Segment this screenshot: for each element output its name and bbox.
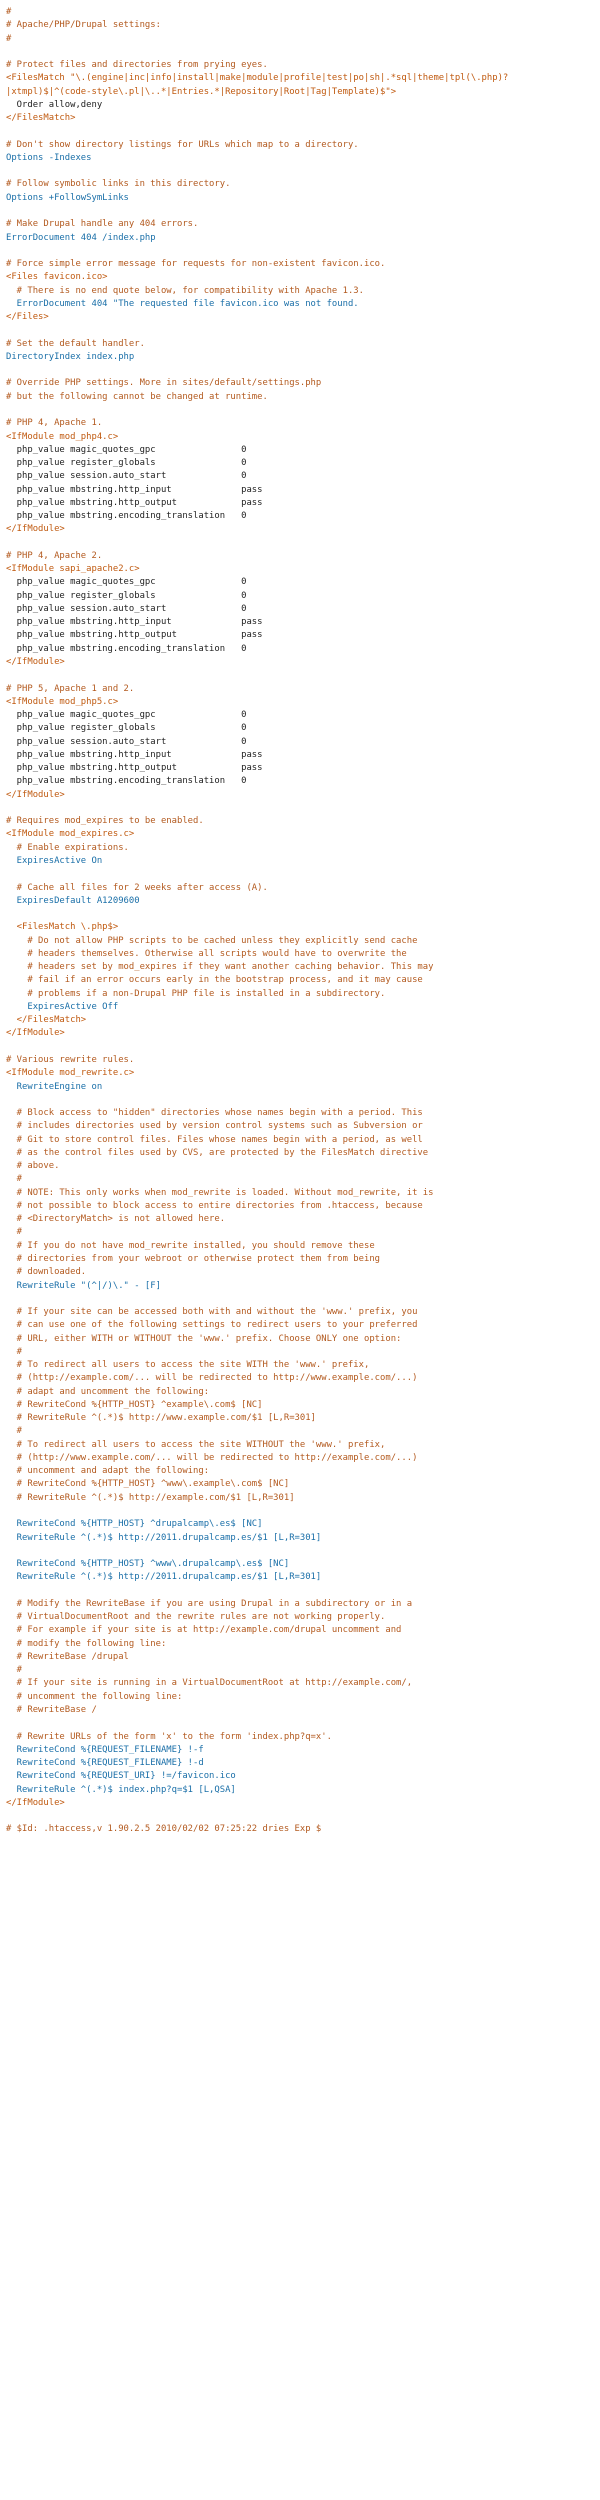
code-line-comment: #: [6, 1174, 23, 1185]
code-line-comment: # To redirect all users to access the site WITHOUT the 'www.' prefix,: [6, 1439, 386, 1450]
code-line-comment: # not possible to block access to entire directories from .htaccess, because: [6, 1200, 423, 1211]
code-line-blank: [6, 324, 594, 337]
code-line-comment: # PHP 5, Apache 1 and 2.: [6, 683, 135, 694]
code-line-dir: Options +FollowSymLinks: [6, 192, 129, 203]
code-line-tag: <FilesMatch \.php$>: [6, 922, 119, 933]
code-line-comment: # (http://www.example.com/... will be redirected to http://example.com/...): [6, 1452, 418, 1463]
code-line-comment: # VirtualDocumentRoot and the rewrite rules are not working properly.: [6, 1612, 386, 1623]
code-line-comment: # If you do not have mod_rewrite installed, you should remove these: [6, 1240, 375, 1251]
code-line-dir: RewriteCond %{REQUEST_FILENAME} !-d: [6, 1758, 204, 1769]
code-line-comment: # RewriteBase /drupal: [6, 1651, 129, 1662]
code-line-comment: # Set the default handler.: [6, 338, 145, 349]
code-line-comment: # adapt and uncomment the following:: [6, 1386, 210, 1397]
code-line-comment: # above.: [6, 1161, 60, 1172]
code-line-blank: [6, 802, 594, 815]
code-line-blank: [6, 669, 594, 682]
code-line-comment: # downloaded.: [6, 1267, 87, 1278]
code-line-comment: # RewriteCond %{HTTP_HOST} ^www\.example\.com$ [NC]: [6, 1479, 290, 1490]
code-line-tag: </FilesMatch>: [6, 113, 76, 124]
code-line-dir: RewriteRule ^(.*)$ http://2011.drupalcamp.es/$1 [L,R=301]: [6, 1572, 322, 1583]
code-line-blank: [6, 908, 594, 921]
code-line-comment: # uncomment and adapt the following:: [6, 1466, 210, 1477]
code-line-comment: # Follow symbolic links in this directory.: [6, 179, 231, 190]
code-line-comment: # can use one of the following settings to redirect users to your preferred: [6, 1320, 418, 1331]
code-line-comment: #: [6, 33, 12, 44]
code-line-comment: # RewriteRule ^(.*)$ http://www.example.com/$1 [L,R=301]: [6, 1413, 316, 1424]
code-line-tag: <Files favicon.ico>: [6, 272, 108, 283]
code-line-plain: php_value mbstring.http_input pass: [6, 484, 263, 495]
code-line-comment: #: [6, 1665, 23, 1676]
code-line-comment: # includes directories used by version control systems such as Subversion or: [6, 1121, 423, 1132]
code-line-tag: <IfModule mod_expires.c>: [6, 829, 135, 840]
code-line-comment: # Modify the RewriteBase if you are using Drupal in a subdirectory or in a: [6, 1598, 413, 1609]
code-line-dir: ExpiresDefault A1209600: [6, 895, 140, 906]
code-line-plain: php_value mbstring.http_output pass: [6, 630, 263, 641]
code-line-plain: php_value session.auto_start 0: [6, 471, 247, 482]
code-line-blank: [6, 205, 594, 218]
code-line-comment: # Various rewrite rules.: [6, 1054, 135, 1065]
code-line-tag: <IfModule mod_php5.c>: [6, 696, 119, 707]
code-line-plain: php_value magic_quotes_gpc 0: [6, 710, 247, 721]
code-line-dir: RewriteRule ^(.*)$ http://2011.drupalcamp.es/$1 [L,R=301]: [6, 1532, 322, 1543]
code-line-blank: [6, 1545, 594, 1558]
code-line-blank: [6, 868, 594, 881]
code-line-dir: RewriteRule "(^|/)\." - [F]: [6, 1280, 161, 1291]
code-line-comment: # PHP 4, Apache 2.: [6, 550, 103, 561]
code-line-comment: # RewriteCond %{HTTP_HOST} ^example\.com$ [NC]: [6, 1399, 263, 1410]
code-line-comment: # Force simple error message for requests for non-existent favicon.ico.: [6, 259, 386, 270]
code-line-plain: php_value mbstring.encoding_translation 0: [6, 511, 247, 522]
code-line-tag: <IfModule mod_rewrite.c>: [6, 1068, 135, 1079]
code-line-comment: # Override PHP settings. More in sites/default/settings.php: [6, 378, 322, 389]
code-line-comment: # Rewrite URLs of the form 'x' to the form 'index.php?q=x'.: [6, 1731, 332, 1742]
code-line-comment: #: [6, 1346, 23, 1357]
code-line-blank: [6, 1585, 594, 1598]
code-line-blank: [6, 1094, 594, 1107]
code-line-comment: # fail if an error occurs early in the bootstrap process, and it may cause: [6, 975, 423, 986]
code-line-blank: [6, 537, 594, 550]
code-line-comment: # headers themselves. Otherwise all scripts would have to overwrite the: [6, 948, 407, 959]
code-line-plain: php_value register_globals 0: [6, 723, 247, 734]
code-line-comment: # uncomment the following line:: [6, 1691, 183, 1702]
code-line-tag: <FilesMatch "\.(engine|inc|info|install|make|module|profile|test|po|sh|.*sql|theme|tpl(\.php)?: [6, 73, 509, 84]
code-line-comment: #: [6, 1426, 23, 1437]
code-line-comment: # Do not allow PHP scripts to be cached unless they explicitly send cache: [6, 935, 418, 946]
code-line-comment: # RewriteRule ^(.*)$ http://example.com/$1 [L,R=301]: [6, 1492, 295, 1503]
code-line-comment: # (http://example.com/... will be redirected to http://www.example.com/...): [6, 1373, 418, 1384]
code-line-blank: [6, 1810, 594, 1823]
code-line-comment: # If your site can be accessed both with and without the 'www.' prefix, you: [6, 1307, 418, 1318]
code-line-tag: </Files>: [6, 312, 49, 323]
code-line-comment: # as the control files used by CVS, are protected by the FilesMatch directive: [6, 1147, 429, 1158]
code-line-dir: ErrorDocument 404 "The requested file favicon.ico was not found.: [6, 298, 359, 309]
code-line-dir: Options -Indexes: [6, 152, 92, 163]
code-line-blank: [6, 1505, 594, 1518]
code-line-blank: [6, 364, 594, 377]
code-line-comment: # problems if a non-Drupal PHP file is installed in a subdirectory.: [6, 988, 386, 999]
code-line-blank: [6, 1041, 594, 1054]
code-line-dir: DirectoryIndex index.php: [6, 351, 135, 362]
code-line-plain: php_value mbstring.http_output pass: [6, 763, 263, 774]
code-line-plain: php_value mbstring.http_output pass: [6, 497, 263, 508]
code-line-dir: RewriteRule ^(.*)$ index.php?q=$1 [L,QSA]: [6, 1784, 236, 1795]
code-line-blank: [6, 165, 594, 178]
code-line-tag: </IfModule>: [6, 524, 65, 535]
code-line-dir: ErrorDocument 404 /index.php: [6, 232, 156, 243]
code-line-plain: php_value mbstring.encoding_translation 0: [6, 776, 247, 787]
code-line-plain: php_value register_globals 0: [6, 458, 247, 469]
code-line-plain: php_value mbstring.encoding_translation 0: [6, 643, 247, 654]
code-line-tag: <IfModule sapi_apache2.c>: [6, 564, 140, 575]
code-line-plain: php_value mbstring.http_input pass: [6, 617, 263, 628]
code-line-comment: # Don't show directory listings for URLs which map to a directory.: [6, 139, 359, 150]
code-line-comment: # There is no end quote below, for compatibility with Apache 1.3.: [6, 285, 364, 296]
code-line-blank: [6, 404, 594, 417]
code-line-comment: # Apache/PHP/Drupal settings:: [6, 20, 161, 31]
code-line-comment: #: [6, 7, 12, 17]
code-line-tag: <IfModule mod_php4.c>: [6, 431, 119, 442]
code-line-comment: # Protect files and directories from prying eyes.: [6, 60, 268, 71]
code-line-comment: # Requires mod_expires to be enabled.: [6, 816, 204, 827]
code-line-plain: php_value magic_quotes_gpc 0: [6, 444, 247, 455]
code-line-comment: # URL, either WITH or WITHOUT the 'www.' prefix. Choose ONLY one option:: [6, 1333, 402, 1344]
code-line-comment: # If your site is running in a VirtualDocumentRoot at http://example.com/,: [6, 1678, 413, 1689]
code-line-plain: Order allow,deny: [6, 99, 103, 110]
code-line-blank: [6, 1293, 594, 1306]
code-line-plain: php_value magic_quotes_gpc 0: [6, 577, 247, 588]
code-line-comment: #: [6, 1227, 23, 1238]
code-line-comment: # Cache all files for 2 weeks after access (A).: [6, 882, 268, 893]
code-line-comment: # RewriteBase /: [6, 1705, 97, 1715]
code-line-comment: # PHP 4, Apache 1.: [6, 418, 103, 429]
code-line-tag: </IfModule>: [6, 657, 65, 668]
code-line-plain: php_value session.auto_start 0: [6, 603, 247, 614]
code-line-tag: |xtmpl)$|^(code-style\.pl|\..*|Entries.*|Repository|Root|Tag|Template)$">: [6, 86, 397, 97]
code-line-comment: # NOTE: This only works when mod_rewrite is loaded. Without mod_rewrite, it is: [6, 1187, 434, 1198]
code-line-blank: [6, 46, 594, 59]
code-line-blank: [6, 1717, 594, 1730]
code-line-tag: </FilesMatch>: [6, 1015, 87, 1026]
code-line-comment: # <DirectoryMatch> is not allowed here.: [6, 1214, 226, 1225]
code-line-blank: [6, 125, 594, 138]
code-line-comment: # modify the following line:: [6, 1638, 167, 1649]
code-line-comment: # Block access to "hidden" directories whose names begin with a period. This: [6, 1108, 423, 1119]
code-line-plain: php_value mbstring.http_input pass: [6, 749, 263, 760]
code-line-comment: # For example if your site is at http://example.com/drupal uncomment and: [6, 1625, 402, 1636]
code-line-dir: RewriteCond %{HTTP_HOST} ^www\.drupalcamp\.es$ [NC]: [6, 1559, 290, 1570]
code-line-plain: php_value register_globals 0: [6, 590, 247, 601]
code-line-comment: # Git to store control files. Files whose names begin with a period, as well: [6, 1134, 423, 1145]
code-line-dir: ExpiresActive On: [6, 856, 103, 866]
code-line-blank: [6, 245, 594, 258]
code-line-comment: # To redirect all users to access the site WITH the 'www.' prefix,: [6, 1360, 370, 1371]
code-line-dir: RewriteEngine on: [6, 1081, 103, 1092]
code-line-dir: RewriteCond %{REQUEST_URI} !=/favicon.ico: [6, 1771, 236, 1782]
code-line-comment: # directories from your webroot or otherwise protect them from being: [6, 1253, 381, 1264]
code-line-tag: </IfModule>: [6, 789, 65, 800]
code-line-comment: # $Id: .htaccess,v 1.90.2.5 2010/02/02 07:25:22 dries Exp $: [6, 1824, 322, 1835]
code-line-dir: RewriteCond %{REQUEST_FILENAME} !-f: [6, 1744, 204, 1755]
code-line-tag: </IfModule>: [6, 1028, 65, 1039]
code-line-tag: </IfModule>: [6, 1797, 65, 1808]
code-line-dir: RewriteCond %{HTTP_HOST} ^drupalcamp\.es$ [NC]: [6, 1519, 263, 1530]
code-line-plain: php_value session.auto_start 0: [6, 736, 247, 747]
code-line-comment: # Enable expirations.: [6, 842, 129, 853]
code-line-comment: # but the following cannot be changed at runtime.: [6, 391, 268, 402]
code-line-dir: ExpiresActive Off: [6, 1001, 119, 1012]
code-line-comment: # headers set by mod_expires if they want another caching behavior. This may: [6, 962, 434, 973]
code-line-comment: # Make Drupal handle any 404 errors.: [6, 219, 199, 230]
